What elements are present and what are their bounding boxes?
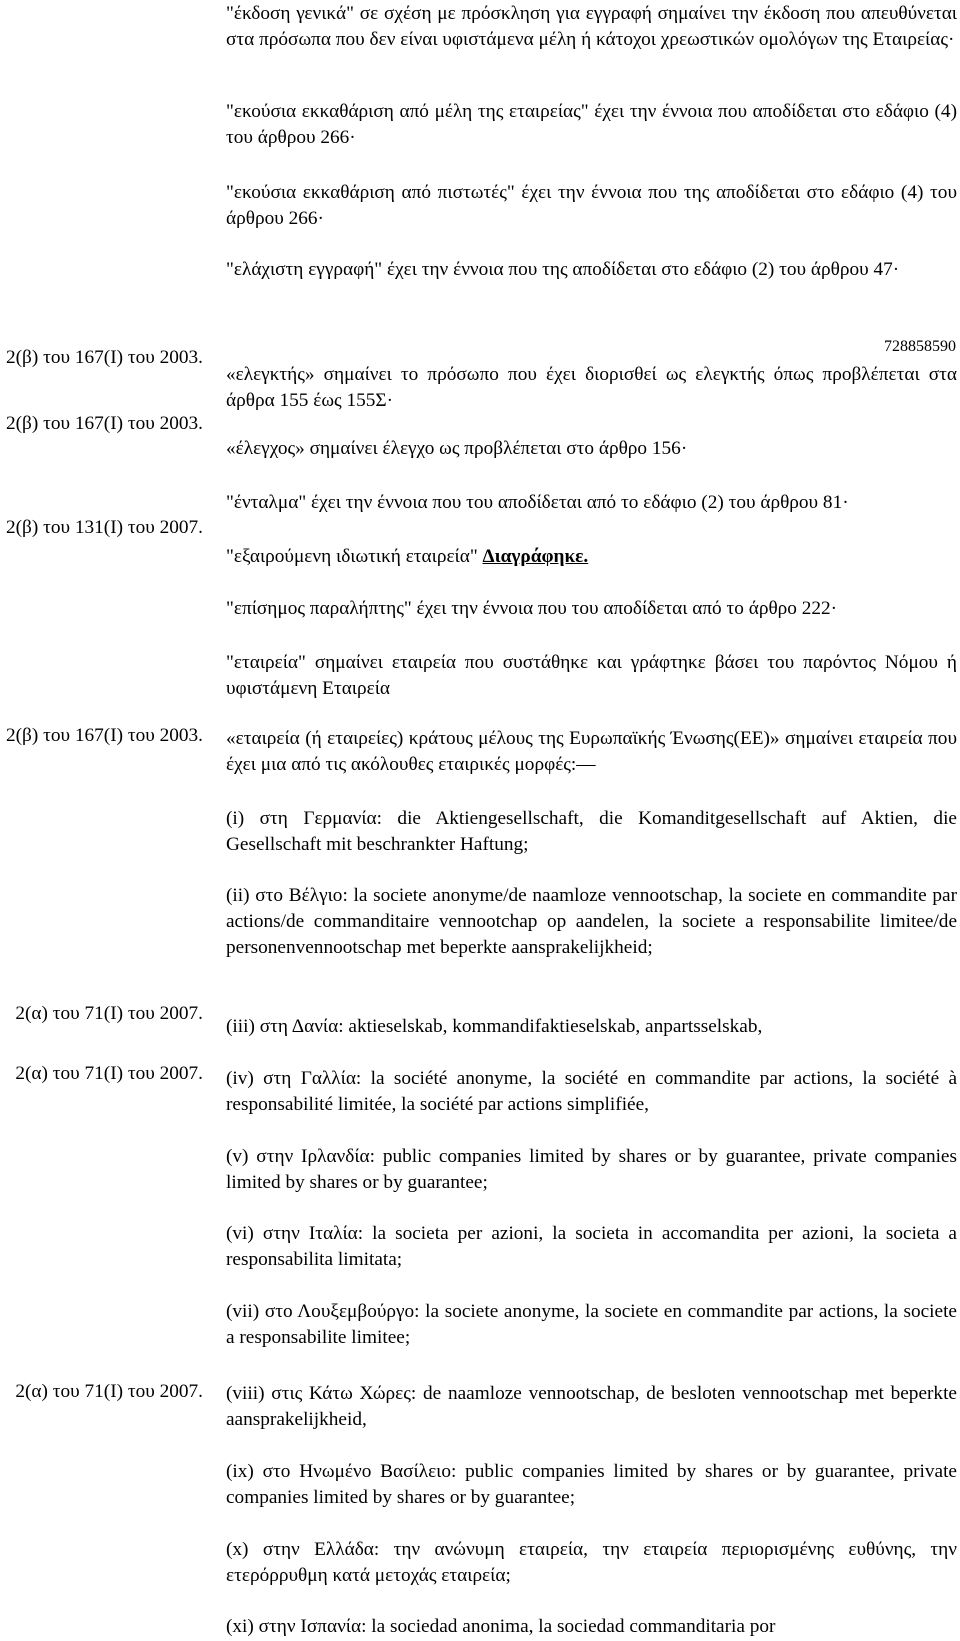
definition-paragraph: "επίσημος παραλήπτης" έχει την έννοια που του αποδίδεται από το άρθρο 222·	[226, 598, 838, 619]
list-item: (i) στη Γερμανία: die Aktiengesellschaft, die Komanditgesellschaft auf Aktien, die Gesellschaft mit beschrankter Haftung;	[226, 808, 957, 855]
margin-note: 2(β) του 131(Ι) του 2007.	[5, 517, 203, 538]
margin-note: 2(β) του 167(Ι) του 2003.	[5, 413, 203, 434]
definition-paragraph: "εκούσια εκκαθάριση από πιστωτές" έχει την έννοια που της αποδίδεται στο εδάφιο (4) του άρθρου 266·	[226, 182, 957, 229]
definition-paragraph: «έλεγχος» σημαίνει έλεγχο ως προβλέπεται στο άρθρο 156·	[226, 438, 688, 459]
definition-paragraph: "εκούσια εκκαθάριση από μέλη της εταιρείας" έχει την έννοια που αποδίδεται στο εδάφιο (4) του άρθρου 266·	[226, 101, 957, 148]
list-item: (viii) στις Κάτω Χώρες: de naamloze vennootschap, de besloten vennootschap met beperkte aansprakelijkheid,	[226, 1383, 957, 1430]
margin-note: 2(β) του 167(Ι) του 2003.	[5, 725, 203, 746]
margin-note: 2(α) του 71(Ι) του 2007.	[15, 1003, 203, 1024]
definition-paragraph: "εταιρεία" σημαίνει εταιρεία που συστάθηκε και γράφτηκε βάσει του παρόντος Νόμου ή υφιστάμενη Εταιρεία	[226, 652, 957, 699]
list-item: (vi) στην Ιταλία: la societa per azioni, la societa in accomandita per azioni, la societa a responsabilita limitata;	[226, 1223, 957, 1270]
list-item: (xi) στην Ισπανία: la sociedad anonima, la sociedad commanditaria por	[226, 1616, 776, 1637]
definition-paragraph: "έκδοση γενικά" σε σχέση με πρόσκληση για εγγραφή σημαίνει την έκδοση που απευθύνεται στα πρόσωπα που δεν είναι υφιστάμενα μέλη ή κάτοχοι χρεωστικών ομολόγων της Εταιρείας·	[226, 3, 957, 50]
list-item: (ii) στο Βέλγιο: la societe anonyme/de naamloze vennootschap, la societe en commandite par actions/de commanditaire vennootchap op aandelen, la societe a responsabilite limitee/de personenvennootschap met beperkte aansprakelijkheid;	[226, 885, 957, 958]
page-number: 728858590	[884, 338, 956, 355]
margin-note: 2(α) του 71(Ι) του 2007.	[15, 1381, 203, 1402]
margin-note: 2(β) του 167(Ι) του 2003.	[5, 347, 203, 368]
deleted-marker: Διαγράφηκε.	[482, 546, 589, 567]
list-item: (vii) στο Λουξεμβούργο: la societe anonyme, la societe en commandite par actions, la societe a responsabilite limitee;	[226, 1301, 957, 1348]
list-item: (ix) στο Ηνωμένο Βασίλειο: public companies limited by shares or by guarantee, private companies limited by shares or by guarantee;	[226, 1461, 957, 1508]
list-item: (v) στην Ιρλανδία: public companies limited by shares or by guarantee, private companies limited by shares or by guarantee;	[226, 1146, 957, 1193]
definition-paragraph: «εταιρεία (ή εταιρείες) κράτους μέλους της Ευρωπαϊκής Ένωσης(ΕΕ)» σημαίνει εταιρεία που έχει μια από τις ακόλουθες εταιρικές μορφές:—	[226, 728, 957, 775]
definition-term: "εξαιρούμενη ιδιωτική εταιρεία"	[226, 546, 483, 567]
list-item: (iv) στη Γαλλία: la société anonyme, la société en commandite par actions, la société à responsabilité limitée, la société par actions simplifiée,	[226, 1068, 957, 1115]
definition-paragraph: «ελεγκτής» σημαίνει το πρόσωπο που έχει διορισθεί ως ελεγκτής όπως προβλέπεται στα άρθρα 155 έως 155Σ·	[226, 364, 957, 411]
list-item: (x) στην Ελλάδα: την ανώνυμη εταιρεία, την εταιρεία περιορισμένης ευθύνης, την ετερόρρυθμη κατά μετοχάς εταιρεία;	[226, 1539, 957, 1586]
list-item: (iii) στη Δανία: aktieselskab, kommandifaktieselskab, anpartsselskab,	[226, 1016, 763, 1037]
definition-paragraph: "ένταλμα" έχει την έννοια που του αποδίδεται από το εδάφιο (2) του άρθρου 81·	[226, 492, 849, 513]
definition-paragraph: "ελάχιστη εγγραφή" έχει την έννοια που της αποδίδεται στο εδάφιο (2) του άρθρου 47·	[226, 259, 900, 280]
definition-paragraph	[226, 544, 957, 570]
margin-note: 2(α) του 71(Ι) του 2007.	[15, 1063, 203, 1084]
